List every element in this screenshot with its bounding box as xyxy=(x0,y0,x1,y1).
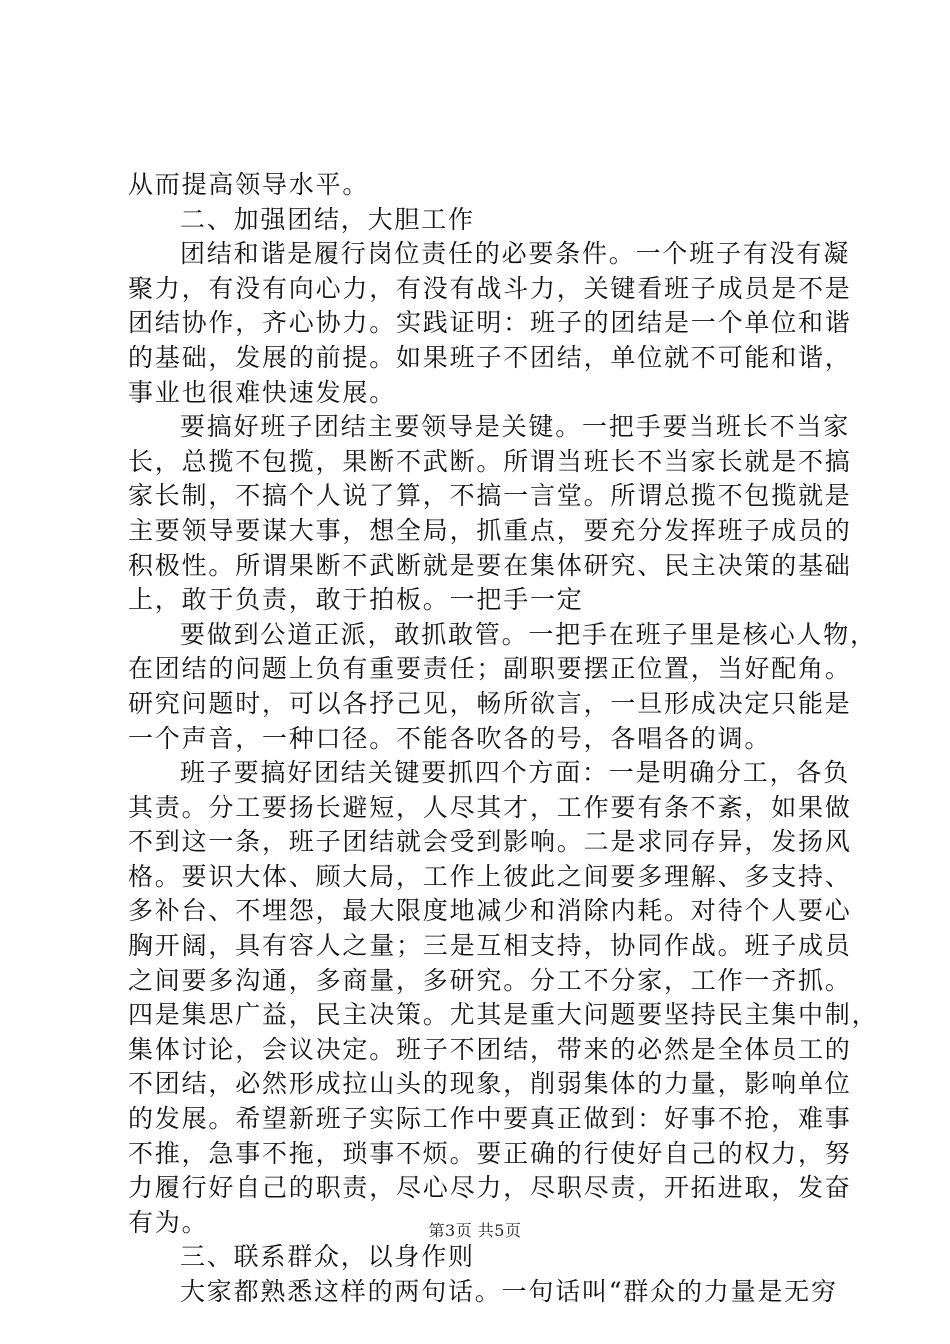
text-line: 团结协作，齐心协力。实践证明：班子的团结是一个单位和谐 xyxy=(128,308,852,338)
text-line: 研究问题时，可以各抒己见，畅所欲言，一旦形成决定只能是 xyxy=(128,688,852,718)
text-line: 四是集思广益，民主决策。尤其是重大问题要坚持民主集中制， xyxy=(128,1000,879,1030)
text-line: 从而提高领导水平。 xyxy=(128,170,370,199)
text-line: 胸开阔，具有容人之量；三是互相支持，协同作战。班子成员 xyxy=(128,931,852,961)
text-line: 其责。分工要扬长避短，人尽其才，工作要有条不紊，如果做 xyxy=(128,792,852,822)
text-line: 不到这一条，班子团结就会受到影响。二是求同存异，发扬风 xyxy=(128,827,852,857)
text-line: 班子要搞好团结关键要抓四个方面：一是明确分工，各负 xyxy=(180,758,851,788)
text-line: 在团结的问题上负有重要责任；副职要摆正位置，当好配角。 xyxy=(128,654,852,684)
page-footer: 第3页 共5页 xyxy=(428,1221,522,1240)
text-line: 事业也很难快速发展。 xyxy=(128,377,397,407)
text-line: 力履行好自己的职责，尽心尽力，尽职尽责，开拓进取，发奋 xyxy=(128,1173,852,1203)
text-line: 集体讨论，会议决定。班子不团结，带来的必然是全体员工的 xyxy=(128,1034,852,1064)
text-line: 大家都熟悉这样的两句话。一句话叫“群众的力量是无穷 xyxy=(180,1277,838,1306)
text-line: 聚力，有没有向心力，有没有战斗力，关键看班子成员是不是 xyxy=(128,273,852,303)
text-line: 的发展。希望新班子实际工作中要真正做到：好事不抢，难事 xyxy=(128,1104,852,1134)
text-line: 不推，急事不拖，琐事不烦。要正确的行使好自己的权力，努 xyxy=(128,1138,852,1168)
text-line: 长，总揽不包揽，果断不武断。所谓当班长不当家长就是不搞 xyxy=(128,446,852,476)
text-line: 积极性。所谓果断不武断就是要在集体研究、民主决策的基础 xyxy=(128,550,852,580)
text-line: 有为。 xyxy=(128,1207,209,1237)
text-line: 的基础，发展的前提。如果班子不团结，单位就不可能和谐， xyxy=(128,342,852,372)
document-body xyxy=(128,168,879,1310)
text-line: 家长制，不搞个人说了算，不搞一言堂。所谓总揽不包揽就是 xyxy=(128,481,852,511)
text-line: 要搞好班子团结主要领导是关键。一把手要当班长不当家 xyxy=(180,412,851,442)
text-line: 团结和谐是履行岗位责任的必要条件。一个班子有没有凝 xyxy=(180,239,851,269)
text-line: 三、联系群众，以身作则 xyxy=(180,1242,475,1272)
text-line: 要做到公道正派，敢抓敢管。一把手在班子里是核心人物， xyxy=(180,619,877,649)
text-line: 多补台、不埋怨，最大限度地减少和消除内耗。对待个人要心 xyxy=(128,896,852,926)
text-line: 不团结，必然形成拉山头的现象，削弱集体的力量，影响单位 xyxy=(128,1069,852,1099)
text-line: 格。要识大体、顾大局，工作上彼此之间要多理解、多支持、 xyxy=(128,861,852,891)
text-line: 之间要多沟通，多商量，多研究。分工不分家，工作一齐抓。 xyxy=(128,965,852,995)
text-line: 上，敢于负责，敢于拍板。一把手一定 xyxy=(128,585,584,615)
text-line: 主要领导要谋大事，想全局，抓重点，要充分发挥班子成员的 xyxy=(128,515,852,545)
text-line: 二、加强团结，大胆工作 xyxy=(180,204,475,234)
text-line: 一个声音，一种口径。不能各吹各的号，各唱各的调。 xyxy=(128,723,772,753)
